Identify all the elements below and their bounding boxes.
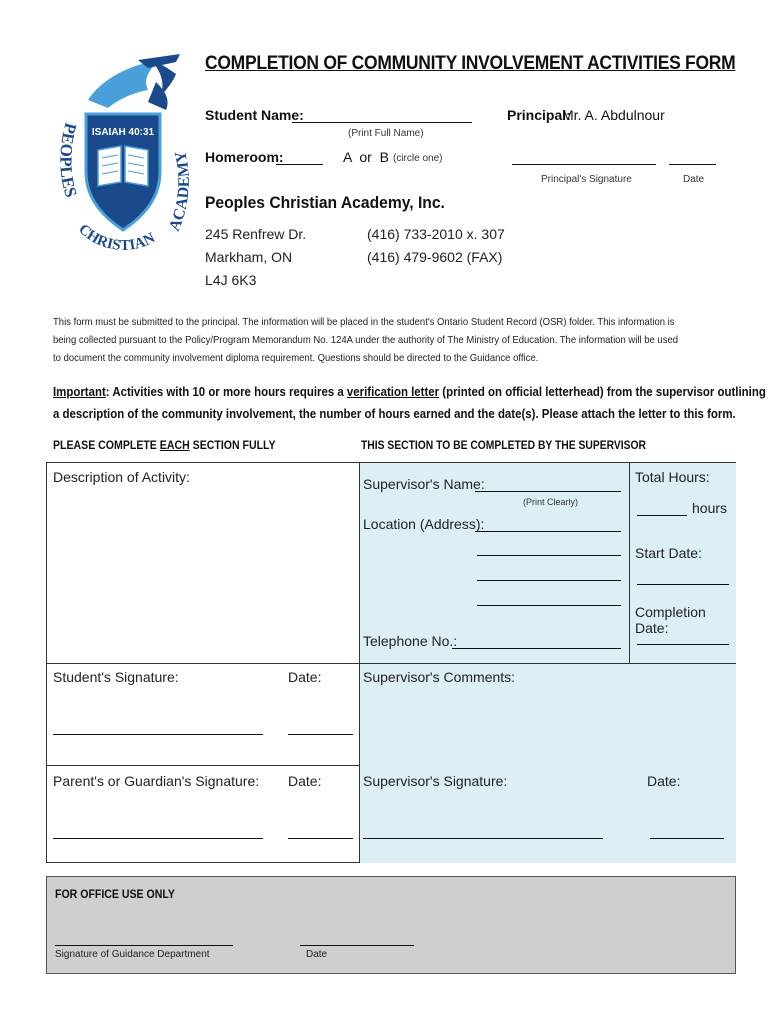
- intro-line-1: This form must be submitted to the principal. The information will be placed in the student's Ontario Student Record (OSR) folder. This information is: [53, 316, 675, 328]
- start-date-line[interactable]: [637, 584, 729, 585]
- office-use-heading: FOR OFFICE USE ONLY: [55, 887, 175, 901]
- start-date-label: Start Date:: [635, 545, 702, 561]
- student-signature-line[interactable]: [53, 734, 263, 735]
- important-notice: [53, 381, 766, 425]
- supervisor-signature-label: Supervisor's Signature:: [363, 773, 508, 789]
- logo-ring-right: ACADEMY: [166, 149, 193, 234]
- supervisor-comments-field[interactable]: [363, 691, 731, 761]
- school-phone: (416) 733-2010 x. 307: [367, 226, 505, 242]
- guidance-signature-line[interactable]: [55, 945, 233, 946]
- important-text-b: (printed on official letterhead) from the supervisor outlining: [439, 384, 766, 399]
- student-date-line[interactable]: [288, 734, 353, 735]
- description-field[interactable]: [53, 491, 353, 659]
- address-line-1: 245 Renfrew Dr.: [205, 226, 307, 242]
- verification-letter-text: verification letter: [346, 384, 440, 399]
- guidance-signature-caption: Signature of Guidance Department: [55, 949, 210, 960]
- principal-signature-line[interactable]: [512, 164, 656, 165]
- description-label: Description of Activity:: [53, 469, 190, 485]
- hours-unit: hours: [692, 500, 728, 516]
- principal-label: Principal:: [507, 107, 571, 123]
- completion-date-line[interactable]: [637, 644, 729, 645]
- address-line-3: L4J 6K3: [205, 272, 257, 288]
- homeroom-options[interactable]: A or B: [343, 149, 389, 165]
- print-clearly-hint: (Print Clearly): [523, 497, 579, 507]
- guidance-date-caption: Date: [306, 949, 328, 960]
- school-contact: [367, 223, 505, 269]
- total-hours-line[interactable]: [637, 515, 687, 516]
- completion-date-label: Completion Date:: [635, 604, 706, 636]
- print-full-name-hint: (Print Full Name): [348, 128, 424, 139]
- important-text-a: : Activities with 10 or more hours requires a: [105, 384, 347, 399]
- parent-date-label: Date:: [288, 773, 322, 789]
- student-name-label: Student Name:: [205, 107, 304, 123]
- supervisor-comments-label: Supervisor's Comments:: [363, 669, 516, 685]
- supervisor-name-line[interactable]: [475, 491, 621, 492]
- supervisor-name-label: Supervisor's Name:: [363, 476, 485, 492]
- important-line-2: a description of the community involvement, the number of hours earned and the date(s). Please attach the letter to this form.: [53, 406, 736, 421]
- address-line-2: Markham, ON: [205, 249, 293, 265]
- supervisor-signature-line[interactable]: [363, 838, 603, 839]
- location-line-1[interactable]: [475, 531, 621, 532]
- location-line-2[interactable]: [477, 555, 621, 556]
- guidance-date-line[interactable]: [300, 945, 414, 946]
- supervisor-date-line[interactable]: [650, 838, 724, 839]
- telephone-label: Telephone No.:: [363, 633, 458, 649]
- left-heading-part-b: SECTION FULLY: [189, 438, 276, 452]
- intro-line-2: being collected pursuant to the Policy/Program Memorandum No. 124A under the authority of The Ministry of Education. The information will be used: [53, 334, 679, 346]
- table-row-divider-2-left: [47, 765, 359, 766]
- school-address: [205, 223, 306, 292]
- homeroom-line[interactable]: [276, 164, 323, 165]
- table-row-divider-1: [47, 663, 736, 664]
- supervisor-date-label: Date:: [647, 773, 681, 789]
- principal-date-line[interactable]: [669, 164, 716, 165]
- circle-one-hint: (circle one): [393, 153, 443, 164]
- location-line-4[interactable]: [477, 605, 621, 606]
- left-section-heading: [53, 438, 276, 452]
- student-signature-label: Student's Signature:: [53, 669, 179, 685]
- logo-graphic: [48, 52, 193, 277]
- intro-paragraph: [53, 313, 678, 367]
- table-divider-hours: [629, 463, 630, 663]
- left-heading-part-a: PLEASE COMPLETE: [53, 438, 160, 452]
- telephone-line[interactable]: [452, 648, 621, 649]
- parent-signature-line[interactable]: [53, 838, 263, 839]
- parent-date-line[interactable]: [288, 838, 353, 839]
- logo-ring-bottom: CHRISTIAN: [75, 221, 158, 254]
- important-label: Important: [53, 384, 106, 399]
- left-heading-each: EACH: [159, 438, 190, 452]
- logo-verse: ISAIAH 40:31: [91, 127, 155, 138]
- parent-signature-label: Parent's or Guardian's Signature:: [53, 773, 260, 789]
- student-name-line[interactable]: [292, 122, 472, 123]
- school-fax: (416) 479-9602 (FAX): [367, 249, 503, 265]
- principal-name: Mr. A. Abdulnour: [562, 107, 665, 123]
- form-title: COMPLETION OF COMMUNITY INVOLVEMENT ACTIVITIES FORM: [205, 53, 736, 74]
- location-label: Location (Address):: [363, 516, 485, 532]
- location-line-3[interactable]: [477, 580, 621, 581]
- right-section-heading: THIS SECTION TO BE COMPLETED BY THE SUPERVISOR: [361, 438, 646, 452]
- principal-signature-caption: Principal's Signature: [541, 174, 632, 185]
- homeroom-label: Homeroom:: [205, 149, 284, 165]
- intro-line-3: to document the community involvement diploma requirement. Questions should be directed to the Guidance office.: [53, 352, 539, 364]
- office-use-box: [46, 876, 736, 974]
- student-date-label: Date:: [288, 669, 322, 685]
- total-hours-label: Total Hours:: [635, 469, 710, 485]
- principal-date-caption: Date: [683, 174, 705, 185]
- logo-ring-left: PEOPLES: [56, 120, 81, 200]
- school-name: Peoples Christian Academy, Inc.: [205, 193, 445, 212]
- activity-table: [46, 462, 736, 863]
- school-logo: [48, 52, 193, 277]
